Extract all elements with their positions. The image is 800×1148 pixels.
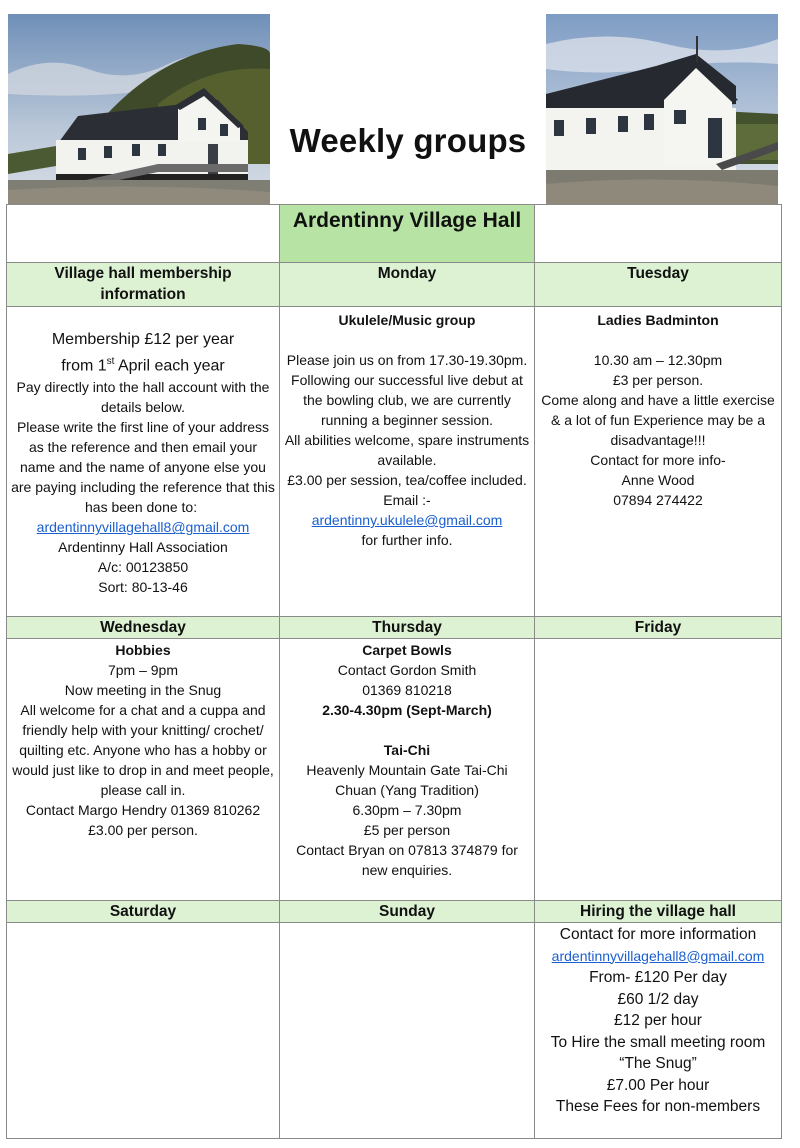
thursday-cell — [280, 639, 535, 901]
monday-email-label: Email :- — [383, 492, 431, 508]
thursday-description2: Heavenly Mountain Gate Tai-Chi Chuan (Yang Tradition) — [306, 762, 508, 798]
tuesday-time: 10.30 am – 12.30pm — [593, 352, 723, 368]
membership-instructions: Please write the first line of your address as the reference and then email your name and the name of anyone else you are paying including the reference that this has been done to: ardentinnyvillagehall8@gmail.com — [11, 419, 275, 536]
thursday-group2-name: Tai-Chi — [383, 742, 431, 758]
ukulele-email-link[interactable]: ardentinny.ukulele@gmail.com — [311, 512, 503, 528]
village-hall-image-left — [8, 14, 270, 204]
saturday-heading: Saturday — [7, 901, 280, 923]
village-hall-photo-left — [8, 14, 270, 204]
tuesday-heading: Tuesday — [535, 263, 782, 307]
hiring-half-day-rate: £60 1/2 day — [617, 990, 699, 1008]
village-hall-image-right — [546, 14, 778, 204]
tuesday-description: Come along and have a little exercise & a lot of fun Experience may be a disadvantage!!! — [541, 392, 775, 448]
sort-code: Sort: 80-13-46 — [98, 579, 188, 596]
tuesday-price: £3 per person. — [612, 372, 704, 388]
hiring-note: These Fees for non-members — [555, 1098, 761, 1115]
tuesday-group-name: Ladies Badminton — [597, 312, 719, 328]
account-number: A/c: 00123850 — [97, 559, 189, 576]
empty-cell — [7, 205, 280, 263]
thursday-phone1: 01369 810218 — [362, 682, 452, 698]
weekly-groups-table — [6, 204, 782, 1139]
monday-description: Following our successful live debut at the bowling club, we are currently running a beginner session. — [291, 372, 523, 428]
monday-heading: Monday — [280, 263, 535, 307]
spacer — [284, 720, 530, 740]
hiring-heading: Hiring the village hall — [535, 901, 782, 923]
thursday-time1: 2.30-4.30pm (Sept-March) — [322, 702, 492, 718]
hiring-day-rate: From- £120 Per day — [589, 969, 727, 986]
thursday-group1-name: Carpet Bowls — [362, 642, 452, 658]
wednesday-time: 7pm – 9pm — [107, 662, 179, 678]
wednesday-price: £3.00 per person. — [88, 822, 198, 838]
monday-cell — [280, 307, 535, 617]
hiring-cell — [535, 923, 782, 1139]
hiring-hourly-rate: £12 per hour — [614, 1012, 702, 1029]
thursday-price2: £5 per person — [363, 822, 451, 838]
wednesday-location: Now meeting in the Snug — [64, 682, 222, 698]
monday-abilities: All abilities welcome, spare instruments available. — [284, 432, 530, 468]
thursday-contact2: Contact Bryan on 07813 374879 for new enquiries. — [296, 842, 518, 878]
wednesday-description: All welcome for a chat and a cuppa and friendly help with your knitting/ crochet/ quilting etc. Anyone who has a hobby or would just like to drop in and meet people, please call in. — [12, 702, 274, 798]
membership-payment: Pay directly into the hall account with the details below. — [16, 379, 270, 416]
monday-price: £3.00 per session, tea/coffee included. — [287, 472, 527, 488]
page-title: Weekly groups — [289, 122, 527, 159]
hiring-contact: Contact for more information — [559, 926, 757, 943]
wednesday-heading: Wednesday — [7, 617, 280, 639]
membership-price: Membership £12 per year — [51, 331, 235, 348]
wednesday-cell — [7, 639, 280, 901]
tuesday-cell — [535, 307, 782, 617]
hiring-email-link[interactable]: ardentinnyvillagehall8@gmail.com — [551, 947, 765, 964]
spacer — [284, 330, 530, 350]
empty-cell — [535, 205, 782, 263]
friday-heading: Friday — [535, 617, 782, 639]
hall-title: Ardentinny Village Hall — [280, 205, 535, 263]
membership-heading: Village hall membership information — [7, 263, 280, 307]
membership-email-link[interactable]: ardentinnyvillagehall8@gmail.com — [36, 519, 250, 536]
hiring-snug-rate: £7.00 Per hour — [606, 1076, 710, 1094]
sunday-cell — [280, 923, 535, 1139]
monday-footer: for further info. — [361, 532, 453, 548]
village-hall-photo-right — [546, 14, 778, 204]
tuesday-contact: Contact for more info- — [590, 452, 726, 468]
monday-time: Please join us on from 17.30-19.30pm. — [286, 352, 528, 368]
spacer — [539, 330, 777, 350]
membership-cell — [7, 307, 280, 617]
monday-group-name: Ukulele/Music group — [338, 312, 476, 328]
friday-cell — [535, 639, 782, 901]
wednesday-group-name: Hobbies — [115, 642, 171, 658]
wednesday-contact: Contact Margo Hendry 01369 810262 — [25, 802, 261, 818]
membership-start: from 1st April each year — [61, 356, 225, 375]
tuesday-contact-name: Anne Wood — [621, 472, 695, 488]
thursday-contact1: Contact Gordon Smith — [337, 662, 477, 678]
tuesday-phone: 07894 274422 — [613, 492, 703, 508]
thursday-time2: 6.30pm – 7.30pm — [352, 802, 462, 818]
thursday-heading: Thursday — [280, 617, 535, 639]
hiring-snug: To Hire the small meeting room “The Snug” — [550, 1033, 766, 1072]
saturday-cell — [7, 923, 280, 1139]
sunday-heading: Sunday — [280, 901, 535, 923]
account-name: Ardentinny Hall Association — [58, 539, 228, 556]
